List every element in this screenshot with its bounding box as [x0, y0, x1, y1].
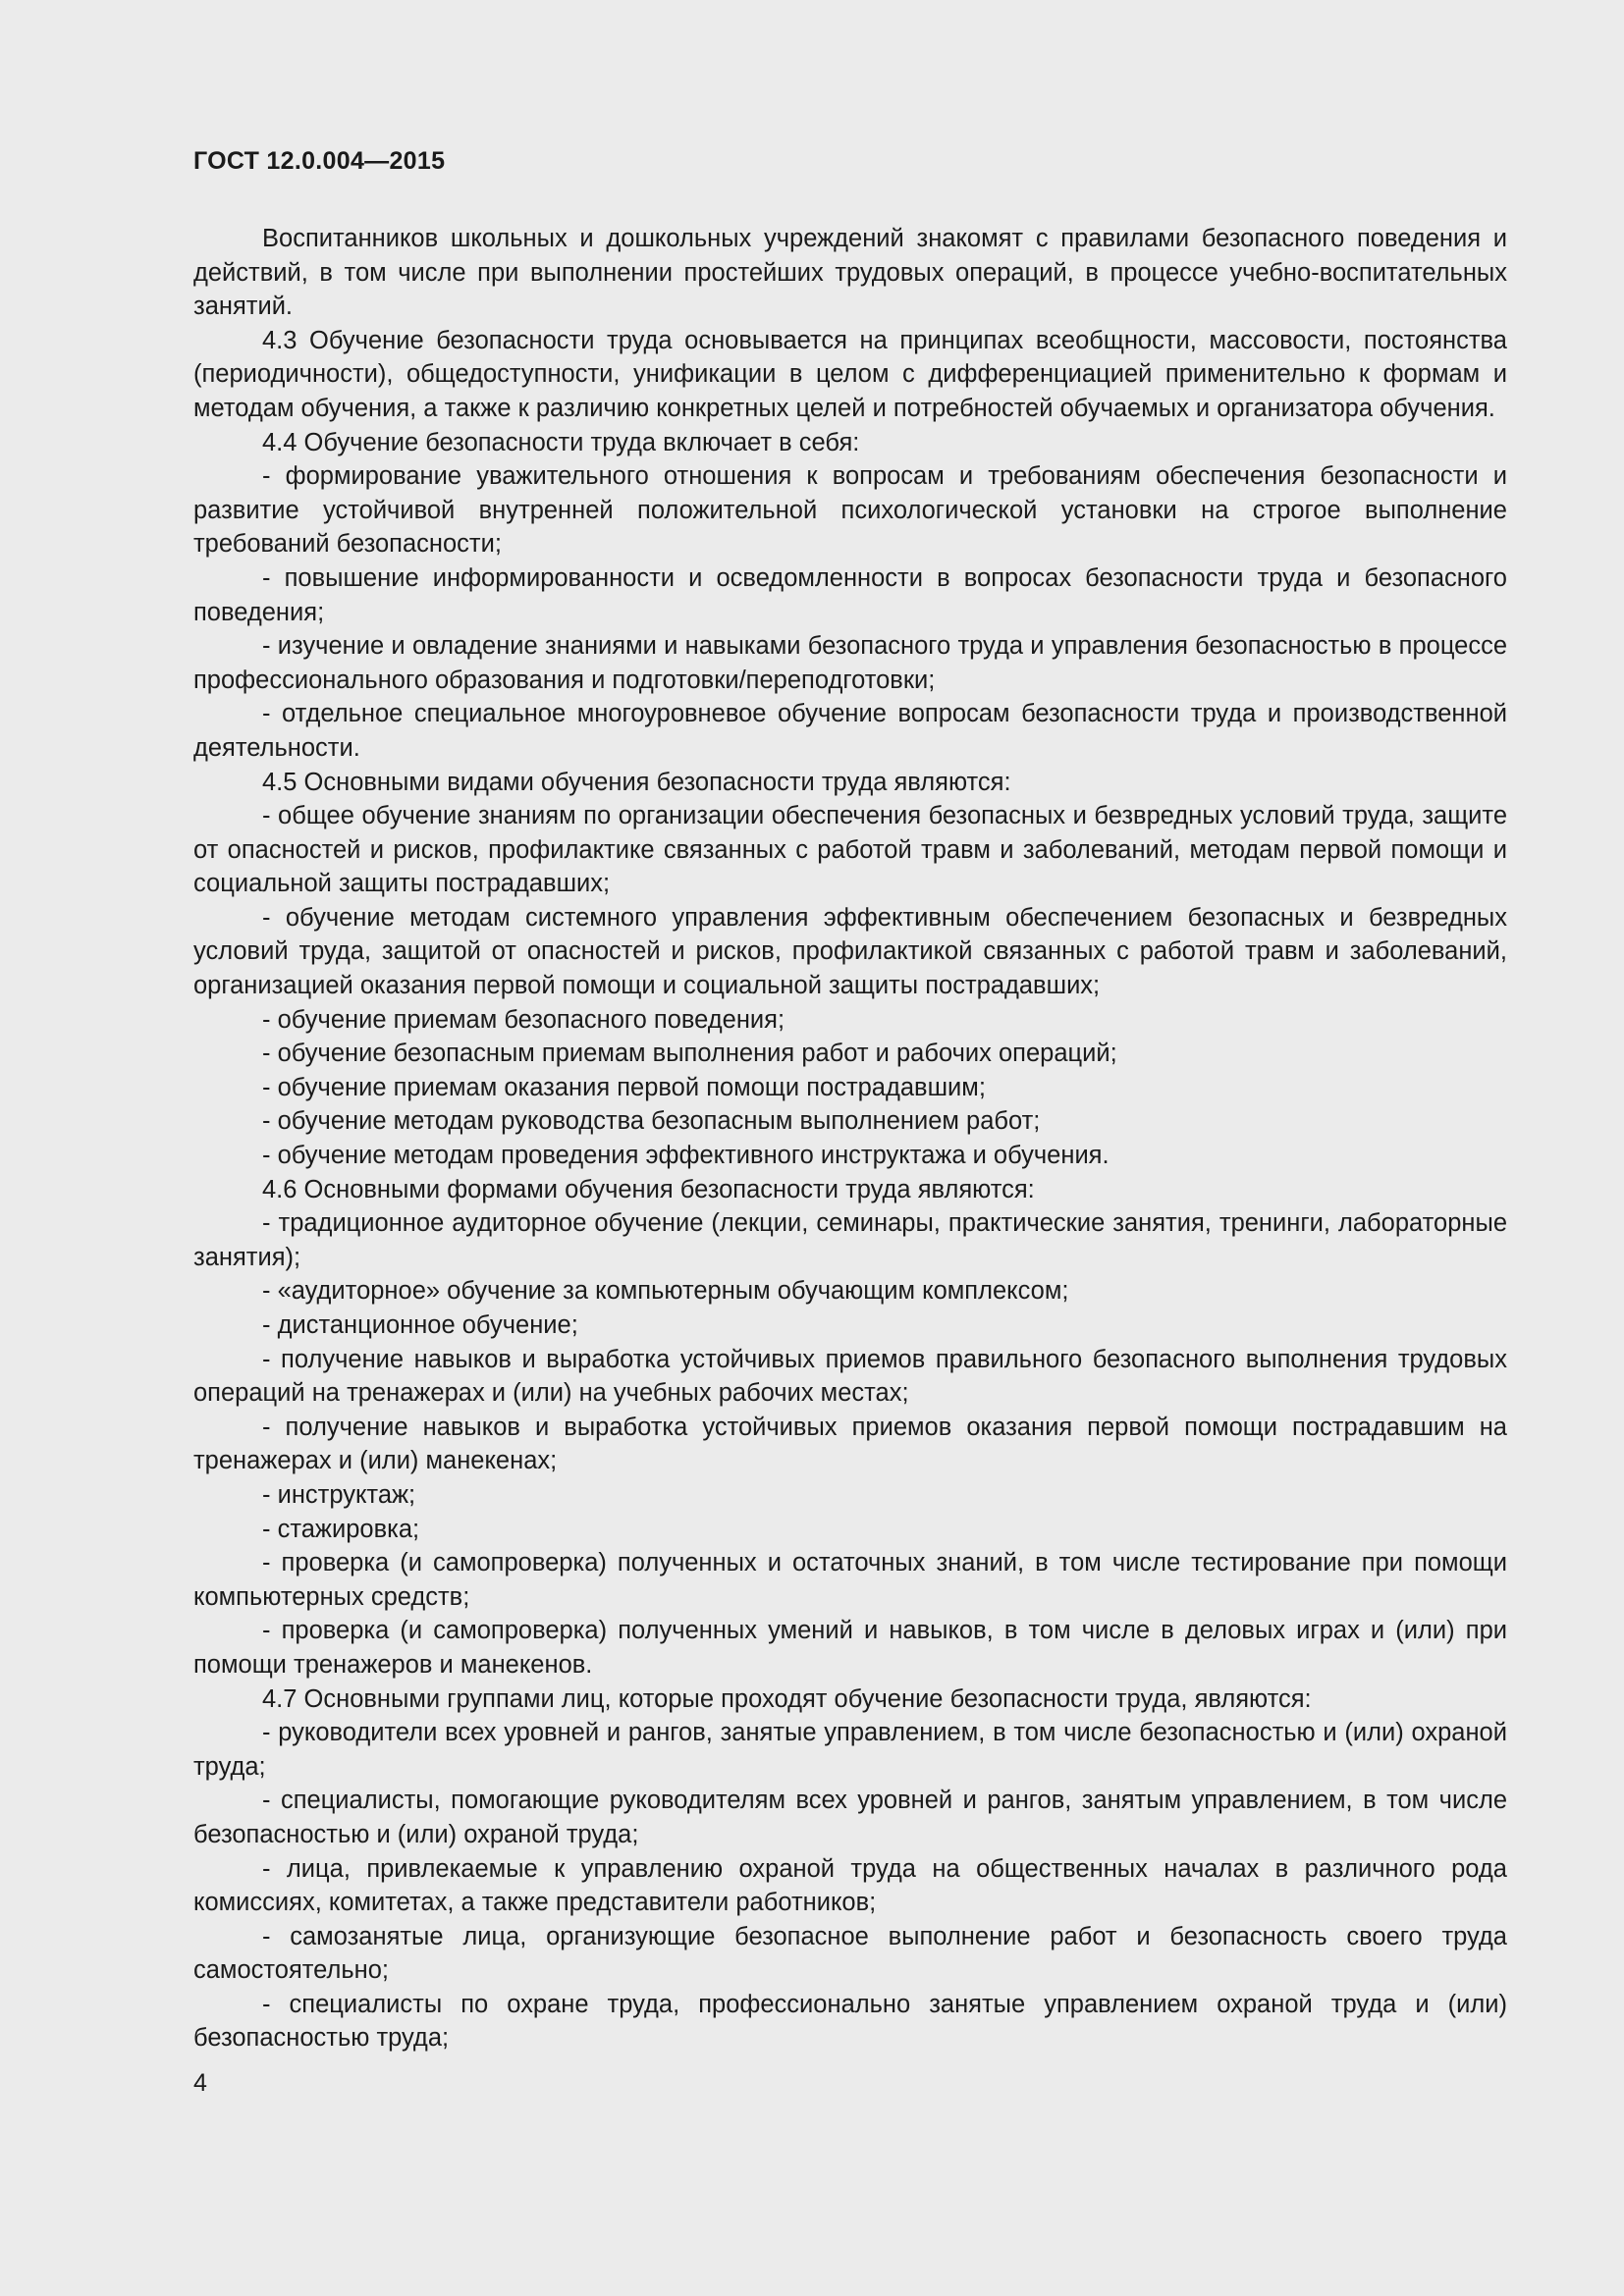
list-item: - изучение и овладение знаниями и навыками безопасного труда и управления безопасностью в процессе профессионального образования и подготовки/переподготовки;	[193, 632, 1507, 694]
list-item: - обучение безопасным приемам выполнения работ и рабочих операций;	[262, 1040, 1117, 1068]
list-item: - самозанятые лица, организующие безопасное выполнение работ и безопасность своего труда самостоятельно;	[193, 1922, 1507, 1985]
list-item: - обучение приемам безопасного поведения;	[262, 1005, 785, 1034]
document-body	[193, 222, 1507, 2056]
list-item: - лица, привлекаемые к управлению охраной труда на общественных началах в различного рода комиссиях, комитетах, а также представители работников;	[193, 1854, 1507, 1917]
paragraph: 4.3 Обучение безопасности труда основывается на принципах всеобщности, массовости, постоянства (периодичности), общедоступности, унификации в целом с дифференциацией применительно к формам и методам обучения, а также к различию конкретных целей и потребностей обучаемых и организатора обучения.	[193, 326, 1507, 422]
list-item: - проверка (и самопроверка) полученных умений и навыков, в том числе в деловых играх и (или) при помощи тренажеров и манекенов.	[193, 1617, 1507, 1679]
list-item: - инструктаж;	[262, 1480, 416, 1509]
list-item: - традиционное аудиторное обучение (лекции, семинары, практические занятия, тренинги, лабораторные занятия);	[193, 1209, 1507, 1271]
list-item: - повышение информированности и осведомленности в вопросах безопасности труда и безопасного поведения;	[193, 563, 1507, 626]
list-item: - обучение методам системного управления эффективным обеспечением безопасных и безвредных условий труда, защитой от опасностей и рисков, профилактикой связанных с работой травм и заболеваний, организацией оказания первой помощи и социальной защиты пострадавших;	[193, 903, 1507, 1000]
list-item: - отдельное специальное многоуровневое обучение вопросам безопасности труда и производственной деятельности.	[193, 700, 1507, 762]
list-item: - общее обучение знаниям по организации обеспечения безопасных и безвредных условий труда, защите от опасностей и рисков, профилактике связанных с работой травм и заболеваний, методам первой помощи и социальной защиты пострадавших;	[193, 802, 1507, 898]
page-number: 4	[193, 2069, 207, 2097]
paragraph: 4.6 Основными формами обучения безопасности труда являются:	[262, 1175, 1035, 1203]
list-item: - «аудиторное» обучение за компьютерным обучающим комплексом;	[262, 1277, 1069, 1306]
list-item: - проверка (и самопроверка) полученных и остаточных знаний, в том числе тестирование при помощи компьютерных средств;	[193, 1549, 1507, 1611]
list-item: - специалисты, помогающие руководителям всех уровней и рангов, занятым управлением, в том числе безопасностью и (или) охраной труда;	[193, 1787, 1507, 1848]
paragraph: 4.4 Обучение безопасности труда включает в себя:	[262, 428, 860, 456]
paragraph: 4.5 Основными видами обучения безопасности труда являются:	[262, 768, 1011, 796]
list-item: - обучение приемам оказания первой помощи пострадавшим;	[262, 1073, 986, 1101]
list-item: - формирование уважительного отношения к вопросам и требованиям обеспечения безопасности и развитие устойчивой внутренней положительной психологической установки на строгое выполнение требований безопасности;	[193, 462, 1507, 559]
document-header: ГОСТ 12.0.004—2015	[193, 147, 446, 175]
list-item: - специалисты по охране труда, профессионально занятые управлением охраной труда и (или) безопасностью труда;	[193, 1990, 1507, 2053]
list-item: - обучение методам проведения эффективного инструктажа и обучения.	[262, 1142, 1110, 1170]
list-item: - дистанционное обучение;	[262, 1311, 578, 1339]
list-item: - стажировка;	[262, 1515, 420, 1543]
list-item: - руководители всех уровней и рангов, занятые управлением, в том числе безопасностью и (или) охраной труда;	[193, 1719, 1507, 1781]
paragraph: Воспитанников школьных и дошкольных учреждений знакомят с правилами безопасного поведения и действий, в том числе при выполнении простейших трудовых операций, в процессе учебно-воспитательных занятий.	[193, 225, 1507, 321]
list-item: - получение навыков и выработка устойчивых приемов оказания первой помощи пострадавшим на тренажерах и (или) манекенах;	[193, 1413, 1507, 1475]
list-item: - обучение методам руководства безопасным выполнением работ;	[262, 1107, 1041, 1136]
paragraph: 4.7 Основными группами лиц, которые проходят обучение безопасности труда, являются:	[262, 1684, 1312, 1713]
list-item: - получение навыков и выработка устойчивых приемов правильного безопасного выполнения трудовых операций на тренажерах и (или) на учебных рабочих местах;	[193, 1345, 1507, 1408]
